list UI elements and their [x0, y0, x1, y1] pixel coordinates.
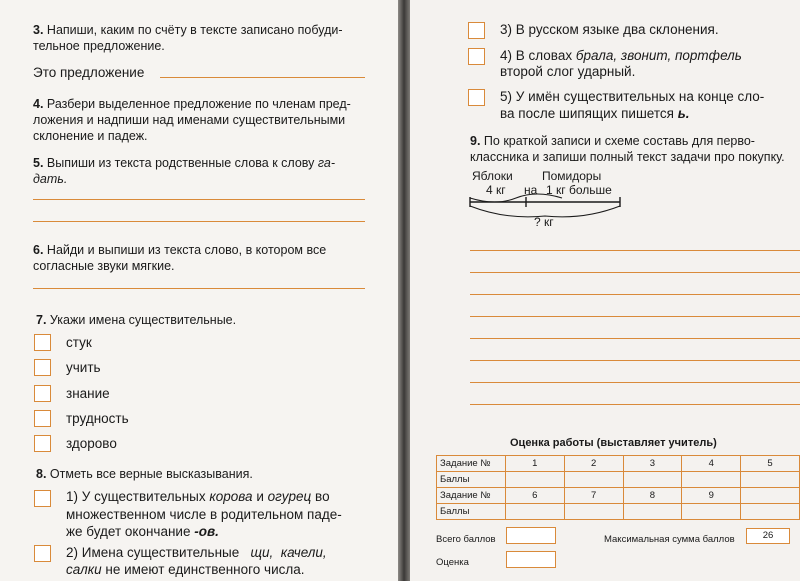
points-cell[interactable]	[564, 504, 623, 520]
grade-box[interactable]	[506, 551, 556, 568]
points-cell[interactable]	[623, 472, 682, 488]
grading-table	[436, 455, 800, 520]
scheme-apples-brace	[470, 194, 562, 202]
q9-answer-line-5[interactable]	[470, 338, 800, 339]
q7-option-3: знание	[66, 386, 110, 401]
q4-line2: ложения и надпиши над именами существительными	[33, 113, 346, 127]
q8-opt1-line1: 1) У существительных корова и огурец во	[66, 489, 330, 504]
task-number: 2	[564, 456, 623, 472]
scheme-apples-label: Яблоки	[472, 169, 513, 183]
scheme-total: ? кг	[534, 215, 554, 229]
points-cell[interactable]	[741, 504, 800, 520]
grade-label: Оценка	[436, 557, 469, 568]
points-label-2: Баллы	[437, 504, 506, 520]
q3-answer-prefix: Это предложение	[33, 65, 145, 80]
q8-opt4-line1: 4) В словах брала, звонит, портфель	[500, 48, 742, 63]
q7-prompt: 7. Укажи имена существительные.	[36, 313, 237, 327]
total-points-box[interactable]	[506, 527, 556, 544]
q8-option-3: 3) В русском языке два склонения.	[500, 22, 719, 37]
q5-line1: 5. Выпиши из текста родственные слова к слову га-	[33, 156, 336, 170]
q8-checkbox-5[interactable]	[468, 89, 485, 106]
grading-row-points-2	[437, 504, 800, 520]
q8-opt4-line2: второй слог ударный.	[500, 64, 636, 79]
q7-option-2: учить	[66, 360, 101, 375]
q4-line1: 4. Разбери выделенное предложение по членам пред-	[33, 97, 351, 111]
points-cell[interactable]	[623, 504, 682, 520]
q6-line2: согласные звуки мягкие.	[33, 259, 175, 273]
task-number: 7	[564, 488, 623, 504]
total-points-label: Всего баллов	[436, 534, 496, 545]
scheme-apples-kg: 4 кг	[486, 183, 506, 197]
q7-checkbox-2[interactable]	[34, 359, 51, 376]
q9-answer-line-3[interactable]	[470, 294, 800, 295]
max-points-label: Максимальная сумма баллов	[604, 534, 735, 545]
q3-answer-line[interactable]	[160, 77, 365, 78]
q8-opt2-line1: 2) Имена существительные щи, качели,	[66, 545, 327, 560]
q9-answer-line-7[interactable]	[470, 382, 800, 383]
scheme-on: на	[524, 183, 538, 197]
points-cell[interactable]	[741, 472, 800, 488]
points-label-1: Баллы	[437, 472, 506, 488]
grading-row-points-1	[437, 472, 800, 488]
scheme-more: 1 кг больше	[546, 183, 612, 197]
q8-opt1-line2: множественном числе в родительном паде-	[66, 507, 342, 522]
q9-line2: классника и запиши полный текст задачи про покупку.	[470, 150, 785, 164]
q7-checkbox-4[interactable]	[34, 410, 51, 427]
q8-opt5-line1: 5) У имён существительных на конце сло-	[500, 89, 765, 104]
task-label-2: Задание №	[437, 488, 506, 504]
task-number: 8	[623, 488, 682, 504]
q4-line3: склонение и падеж.	[33, 129, 148, 143]
q6-answer-line[interactable]	[33, 288, 365, 289]
points-cell[interactable]	[682, 504, 741, 520]
q7-checkbox-5[interactable]	[34, 435, 51, 452]
book-gutter	[398, 0, 410, 581]
task-number: 9	[682, 488, 741, 504]
q6-line1: 6. Найди и выпиши из текста слово, в котором все	[33, 243, 327, 257]
q7-option-4: трудность	[66, 411, 129, 426]
right-page	[410, 0, 800, 581]
q5-line2: дать.	[33, 172, 68, 186]
q8-checkbox-4[interactable]	[468, 48, 485, 65]
grading-title: Оценка работы (выставляет учитель)	[510, 437, 717, 449]
left-page	[0, 0, 398, 581]
q3-line1: 3. Напиши, каким по счёту в тексте записано побуди-	[33, 23, 343, 37]
points-cell[interactable]	[505, 504, 564, 520]
q8-opt5-line2: ва после шипящих пишется ь.	[500, 106, 690, 121]
task-number	[741, 488, 800, 504]
points-cell[interactable]	[505, 472, 564, 488]
q8-opt1-line3: же будет окончание -ов.	[66, 524, 219, 539]
q9-answer-line-8[interactable]	[470, 404, 800, 405]
q9-answer-line-4[interactable]	[470, 316, 800, 317]
task-number: 5	[741, 456, 800, 472]
q8-checkbox-3[interactable]	[468, 22, 485, 39]
q7-option-1: стук	[66, 335, 92, 350]
q9-answer-line-6[interactable]	[470, 360, 800, 361]
grading-row-tasks-1	[437, 456, 800, 472]
task-label-1: Задание №	[437, 456, 506, 472]
task-number: 1	[505, 456, 564, 472]
q7-option-5: здорово	[66, 436, 117, 451]
q9-line1: 9. По краткой записи и схеме составь для перво-	[470, 134, 755, 148]
task-number: 3	[623, 456, 682, 472]
points-cell[interactable]	[564, 472, 623, 488]
grading-row-tasks-2	[437, 488, 800, 504]
q5-answer-line-1[interactable]	[33, 199, 365, 200]
q8-checkbox-2[interactable]	[34, 545, 51, 562]
task-number: 4	[682, 456, 741, 472]
q7-checkbox-3[interactable]	[34, 385, 51, 402]
q9-answer-line-1[interactable]	[470, 250, 800, 251]
q8-opt2-line2: салки не имеют единственного числа.	[66, 562, 305, 577]
max-points-value: 26	[746, 528, 790, 544]
q8-checkbox-1[interactable]	[34, 490, 51, 507]
q7-checkbox-1[interactable]	[34, 334, 51, 351]
q9-answer-line-2[interactable]	[470, 272, 800, 273]
q8-prompt: 8. Отметь все верные высказывания.	[36, 467, 253, 481]
points-cell[interactable]	[682, 472, 741, 488]
scheme-tomatoes-label: Помидоры	[542, 169, 602, 183]
task-number: 6	[505, 488, 564, 504]
q5-answer-line-2[interactable]	[33, 221, 365, 222]
q3-line2: тельное предложение.	[33, 39, 165, 53]
